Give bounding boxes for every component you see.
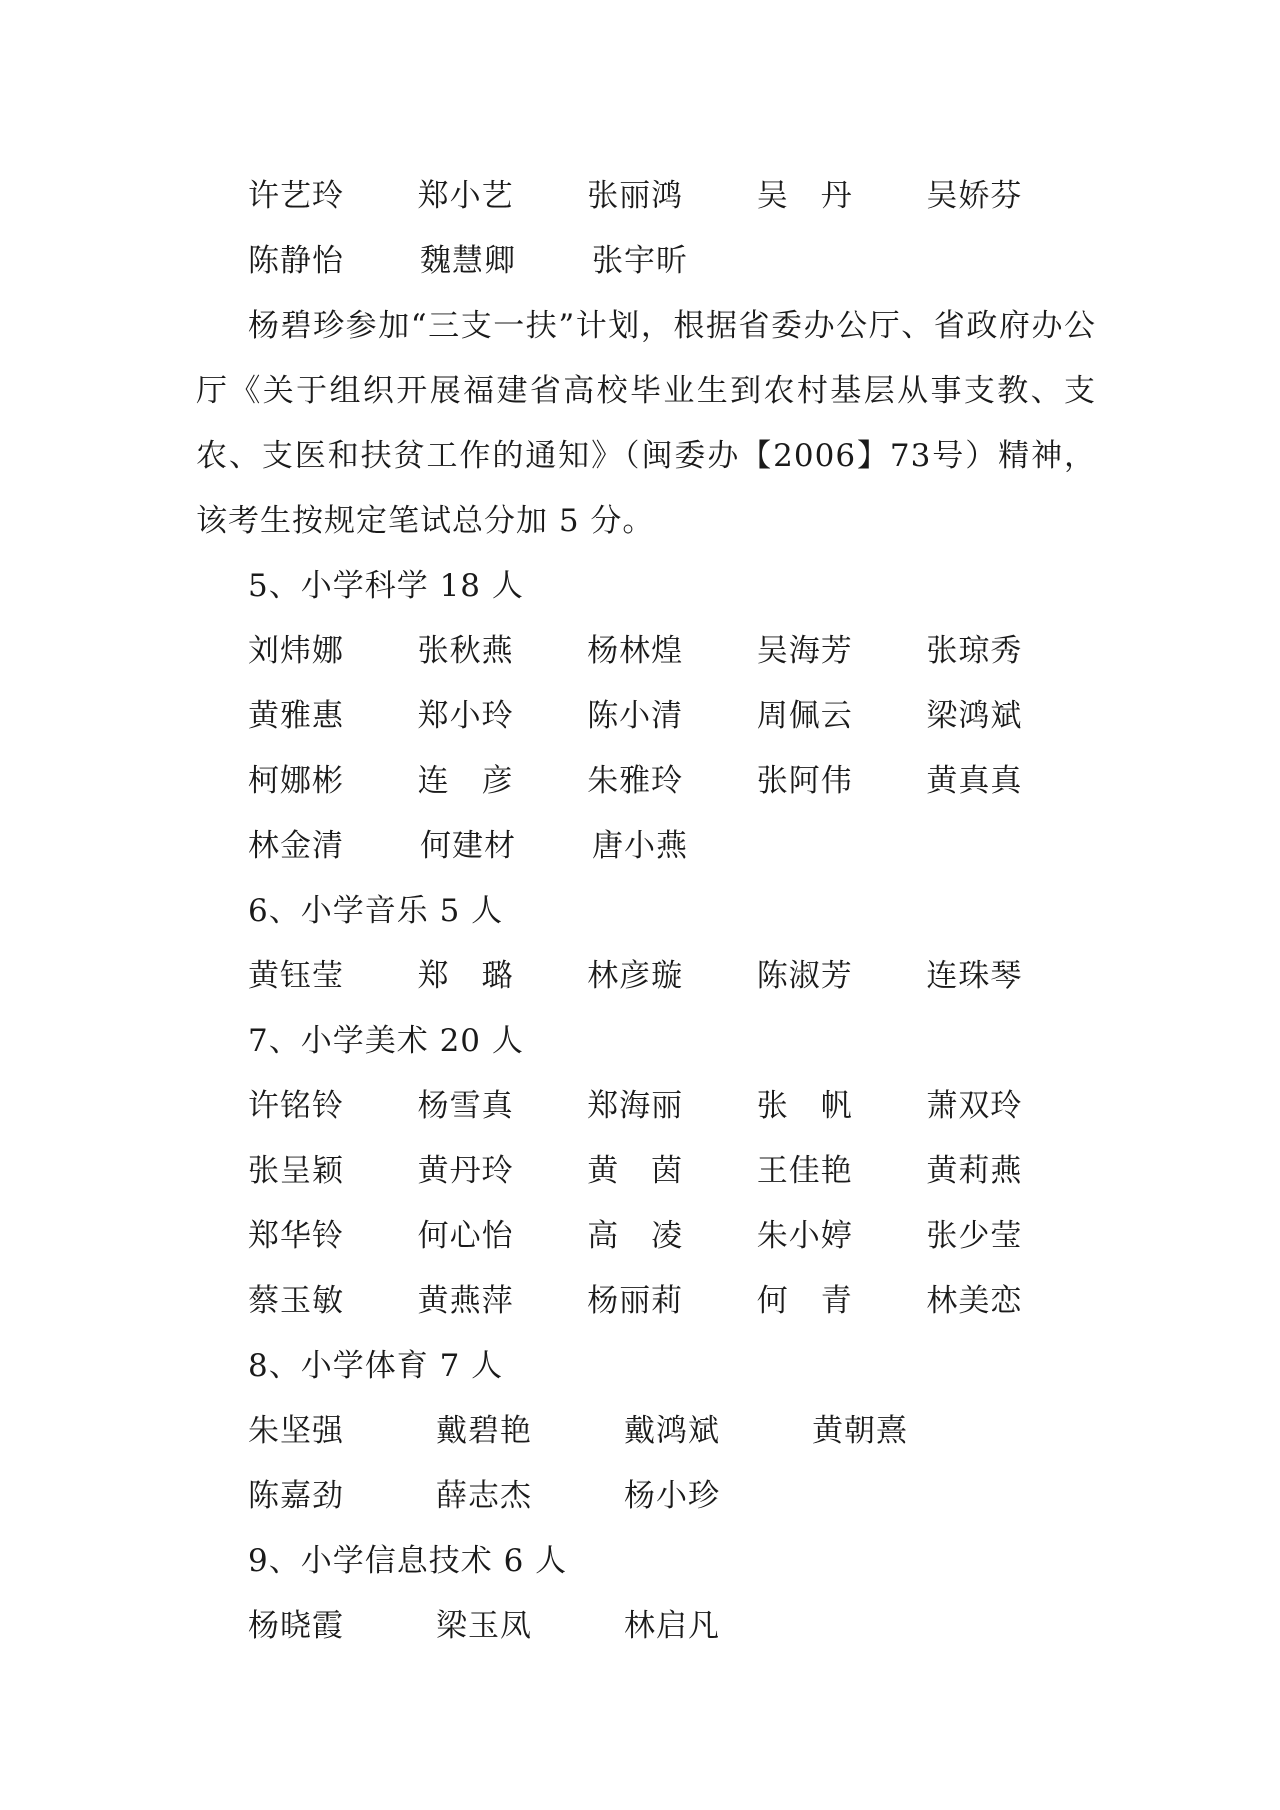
name-row [196,164,1096,229]
name-cell: 萧双玲 [926,1088,1023,1124]
name-cell: 连 彦 [417,763,514,799]
name-cell: 柯娜彬 [248,763,344,799]
name-row [196,1204,1096,1269]
name-cell: 郑海丽 [587,1088,684,1124]
name-cell: 林彦璇 [587,958,684,994]
name-cell: 黄莉燕 [926,1153,1023,1189]
name-row [196,1594,1096,1659]
name-cell: 黄丹玲 [417,1153,514,1189]
name-cell: 黄真真 [926,763,1023,799]
name-cell: 黄钰莹 [248,958,344,994]
name-row [196,619,1096,684]
name-cell: 吴海芳 [756,633,853,669]
name-cell: 张宇昕 [592,243,688,279]
name-cell: 张琼秀 [926,633,1023,669]
name-row [196,1399,1096,1464]
name-cell: 郑小艺 [417,178,514,214]
name-cell: 何心怡 [417,1218,514,1254]
name-cell: 唐小燕 [592,828,688,864]
name-cell: 朱小婷 [756,1218,853,1254]
name-cell: 梁玉凤 [436,1608,532,1644]
name-cell: 吴 丹 [756,178,853,214]
name-cell: 林美恋 [926,1283,1023,1319]
name-cell: 张 帆 [756,1088,853,1124]
name-cell: 郑华铃 [248,1218,344,1254]
name-cell: 黄燕萍 [417,1283,514,1319]
name-cell: 杨雪真 [417,1088,514,1124]
name-row [196,1139,1096,1204]
name-cell: 薛志杰 [436,1478,532,1514]
name-cell: 陈静怡 [248,243,344,279]
name-cell: 张少莹 [926,1218,1023,1254]
name-cell: 朱坚强 [248,1413,344,1449]
name-cell: 杨丽莉 [587,1283,684,1319]
name-cell: 张丽鸿 [587,178,684,214]
name-cell: 周佩云 [756,698,853,734]
name-cell: 蔡玉敏 [248,1283,344,1319]
name-cell: 朱雅玲 [587,763,684,799]
name-cell: 张呈颖 [248,1153,344,1189]
name-cell: 刘炜娜 [248,633,344,669]
name-cell: 戴碧艳 [436,1413,532,1449]
name-row [196,814,1096,879]
name-cell: 何 青 [756,1283,853,1319]
name-cell: 杨林煌 [587,633,684,669]
name-row [196,749,1096,814]
section-heading-pe: 8、小学体育 7 人 [248,1348,504,1384]
name-cell: 陈小清 [587,698,684,734]
document-content [196,164,1096,1659]
name-cell: 何建材 [420,828,516,864]
name-cell: 郑 璐 [417,958,514,994]
name-cell: 黄 茵 [587,1153,684,1189]
name-row [196,944,1096,1009]
name-cell: 杨小珍 [624,1478,720,1514]
name-cell: 陈淑芳 [756,958,853,994]
name-cell: 王佳艳 [756,1153,853,1189]
name-cell: 戴鸿斌 [624,1413,720,1449]
bonus-note-paragraph: 杨碧珍参加“三支一扶”计划，根据省委办公厅、省政府办公厅《关于组织开展福建省高校毕业生到农村基层从事支教、支农、支医和扶贫工作的通知》（闽委办【2006】73号）精神，该考生按规定笔试总分加 5 分。 [196,308,1096,539]
name-cell: 陈嘉劲 [248,1478,344,1514]
section-heading-science: 5、小学科学 18 人 [248,568,524,604]
name-row [196,1074,1096,1139]
name-cell: 黄雅惠 [248,698,344,734]
name-cell: 林启凡 [624,1608,720,1644]
section-heading-music: 6、小学音乐 5 人 [248,893,504,929]
name-cell: 杨晓霞 [248,1608,344,1644]
name-cell: 许艺玲 [248,178,344,214]
name-cell: 张秋燕 [417,633,514,669]
name-cell: 连珠琴 [926,958,1023,994]
name-cell: 林金清 [248,828,344,864]
name-cell: 吴娇芬 [926,178,1023,214]
name-row [196,1269,1096,1334]
name-cell: 高 凌 [587,1218,684,1254]
name-cell: 张阿伟 [756,763,853,799]
section-heading-it: 9、小学信息技术 6 人 [248,1543,568,1579]
section-heading-art: 7、小学美术 20 人 [248,1023,524,1059]
name-cell: 黄朝熹 [812,1413,908,1449]
name-cell: 许铭铃 [248,1088,344,1124]
name-cell: 郑小玲 [417,698,514,734]
name-row [196,1464,1096,1529]
name-row [196,684,1096,749]
name-row [196,229,1096,294]
name-cell: 魏慧卿 [420,243,516,279]
name-cell: 梁鸿斌 [926,698,1023,734]
